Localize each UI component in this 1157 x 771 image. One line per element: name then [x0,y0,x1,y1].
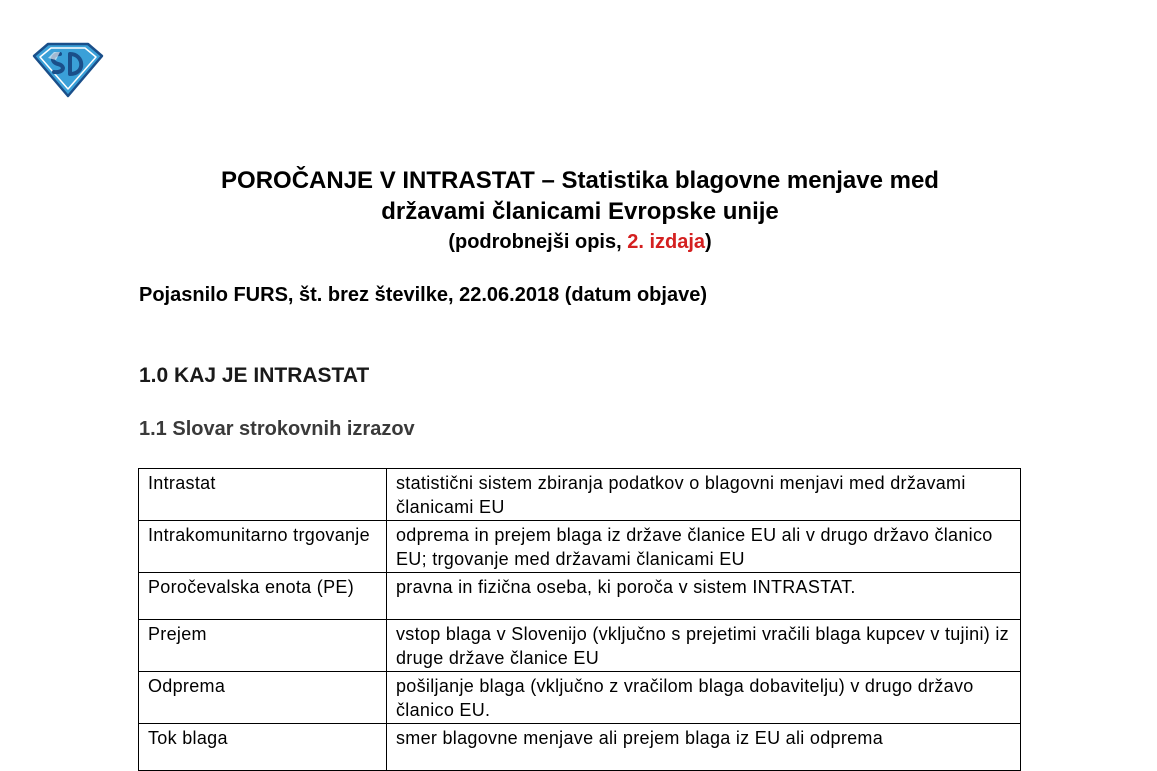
glossary-table [138,468,1021,771]
document-subtitle [120,229,1040,255]
glossary-term: Tok blaga [139,724,387,771]
document-title-line-1: POROČANJE V INTRASTAT – Statistika blagovne menjave med [221,167,939,194]
glossary-term: Intrakomunitarno trgovanje [139,521,387,573]
glossary-definition: pošiljanje blaga (vključno z vračilom blaga dobavitelju) v drugo državo članico EU. [387,672,1021,724]
glossary-term: Intrastat [139,469,387,521]
glossary-definition: statistični sistem zbiranja podatkov o blagovni menjavi med državami članicami EU [387,469,1021,521]
subsection-heading: 1.1 Slovar strokovnih izrazov [139,418,415,440]
glossary-definition: odprema in prejem blaga iz države članice EU ali v drugo državo članico EU; trgovanje med državami članicami EU [387,521,1021,573]
glossary-term: Poročevalska enota (PE) [139,573,387,620]
glossary-row [139,469,1021,521]
clarification-reference: Pojasnilo FURS, št. brez številke, 22.06.2018 (datum objave) [139,284,707,306]
glossary-row [139,724,1021,771]
glossary-row [139,521,1021,573]
subtitle-open: (podrobnejši opis, [448,231,628,253]
glossary-term: Prejem [139,620,387,672]
glossary-term: Odprema [139,672,387,724]
logo-icon [30,40,104,100]
edition-label: 2. izdaja [627,231,706,253]
document-title-line-2: državami članicami Evropske unije [381,198,779,225]
glossary-row [139,573,1021,620]
subtitle-close: ) [705,231,712,253]
glossary-row [139,672,1021,724]
glossary-definition: vstop blaga v Slovenijo (vključno s prejetimi vračili blaga kupcev v tujini) iz druge države članice EU [387,620,1021,672]
glossary-row [139,620,1021,672]
glossary-definition: smer blagovne menjave ali prejem blaga iz EU ali odprema [387,724,1021,771]
glossary-definition: pravna in fizična oseba, ki poroča v sistem INTRASTAT. [387,573,1021,620]
glossary-body [139,469,1021,771]
section-heading: 1.0 KAJ JE INTRASTAT [139,364,370,387]
